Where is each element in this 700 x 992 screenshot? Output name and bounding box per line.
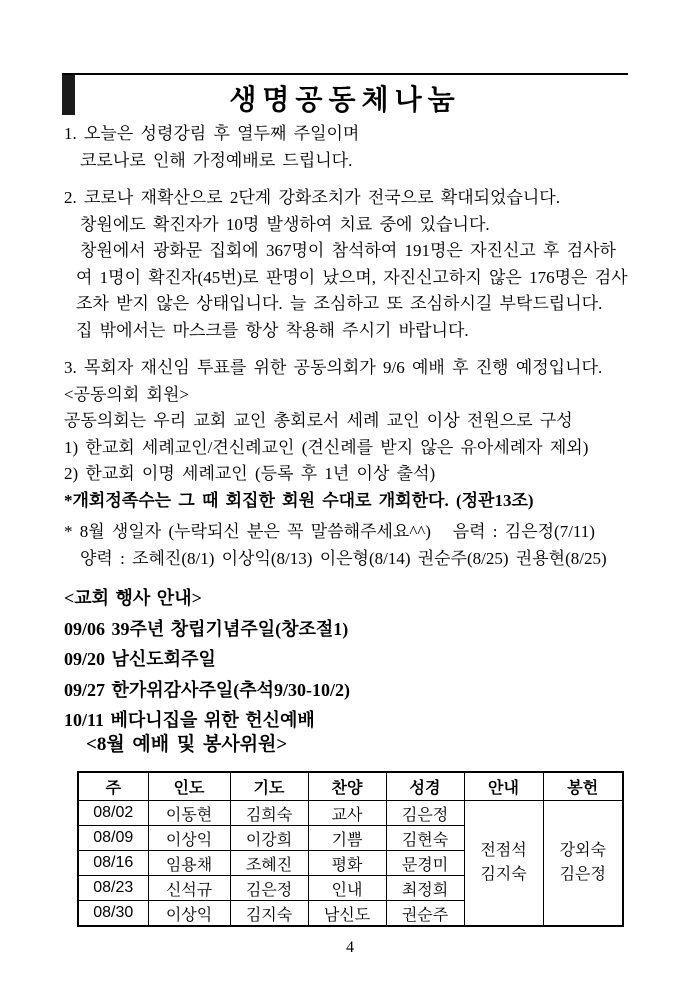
guide-name-1: 전점석	[480, 842, 527, 859]
cell-week: 08/02	[78, 801, 148, 826]
notice-2-line-1: 2. 코로나 재확산으로 2단계 강화조치가 전국으로 확대되었습니다.	[64, 188, 560, 207]
title-banner	[62, 73, 628, 118]
title-accent-bar	[62, 75, 75, 115]
col-header-guide: 안내	[464, 772, 543, 801]
cell-week: 08/23	[78, 876, 148, 901]
notice-3-line-1: 3. 목회자 재신임 투표를 위한 공동의회가 9/6 예배 후 진행 예정입니다.	[64, 358, 603, 377]
table-row	[78, 801, 623, 826]
event-item-2: 09/20 남신도회주일	[64, 649, 216, 669]
col-header-leading: 인도	[148, 772, 230, 801]
committee-heading-block	[64, 731, 639, 759]
cell-leading: 이상익	[148, 901, 230, 927]
cell-scripture: 김현숙	[386, 826, 464, 851]
cell-leading: 신석규	[148, 876, 230, 901]
service-rota-table-wrap	[77, 771, 624, 927]
notice-3-line-3: 공동의회는 우리 교회 교인 총회로서 세례 교인 이상 전원으로 구성	[64, 411, 573, 430]
event-item-4: 10/11 베다니집을 위한 헌신예배	[64, 710, 315, 730]
offering-name-2: 김은정	[559, 866, 606, 883]
church-events	[64, 583, 639, 736]
cell-praise: 기쁨	[308, 826, 386, 851]
service-rota-table	[77, 771, 624, 927]
cell-week: 08/16	[78, 851, 148, 876]
guide-name-2: 김지숙	[480, 866, 527, 883]
notice-2-line-2: 창원에도 확진자가 10명 발생하여 치료 중에 있습니다.	[80, 214, 490, 234]
notice-2-line-4: 여 1명이 확진자(45번)로 판명이 났으며, 자진신고하지 않은 176명은 검사	[76, 267, 628, 287]
col-header-week: 주	[78, 772, 148, 801]
notice-3-line-4: 1) 한교회 세례교인/견신례교인 (견신례를 받지 않은 유아세례자 제외)	[64, 437, 589, 457]
cell-week: 08/09	[78, 826, 148, 851]
cell-praise: 평화	[308, 851, 386, 876]
cell-leading: 이상익	[148, 826, 230, 851]
notice-1-line-2: 코로나로 인해 가정예배로 드립니다.	[80, 150, 353, 170]
cell-praise: 교사	[308, 801, 386, 826]
birthday-list	[64, 519, 639, 572]
cell-prayer: 조혜진	[230, 851, 308, 876]
col-header-scripture: 성경	[386, 772, 464, 801]
notice-1	[64, 121, 639, 174]
col-header-praise: 찬양	[308, 772, 386, 801]
notice-3-line-2: <공동의회 회원>	[64, 384, 189, 404]
col-header-prayer: 기도	[230, 772, 308, 801]
cell-scripture: 최정희	[386, 876, 464, 901]
offering-name-1: 강외숙	[559, 842, 606, 859]
cell-offering-merged	[543, 801, 623, 927]
cell-prayer: 김희숙	[230, 801, 308, 826]
notice-2	[64, 185, 639, 344]
cell-guide-merged	[464, 801, 543, 927]
cell-scripture: 김은정	[386, 801, 464, 826]
cell-scripture: 권순주	[386, 901, 464, 927]
page-number: 4	[346, 939, 354, 956]
cell-praise: 남신도	[308, 901, 386, 927]
cell-prayer: 김지숙	[230, 901, 308, 927]
cell-leading: 이동현	[148, 801, 230, 826]
notice-2-line-3: 창원에서 광화문 집회에 367명이 참석하여 191명은 자진신고 후 검사하	[80, 241, 616, 260]
notice-2-line-5: 조차 받지 않은 상태입니다. 늘 조심하고 또 조심하시길 부탁드립니다.	[76, 294, 603, 313]
notice-3-quorum-rule: *개회정족수는 그 때 회집한 회원 수대로 개회한다. (정관13조)	[64, 490, 534, 510]
notice-1-line-1: 1. 오늘은 성령강림 후 열두째 주일이며	[64, 124, 360, 143]
notice-3-line-5: 2) 한교회 이명 세례교인 (등록 후 1년 이상 출석)	[64, 464, 436, 483]
notice-2-line-6: 집 밖에서는 마스크를 항상 착용해 주시기 바랍니다.	[76, 320, 469, 340]
page-title: 생명공동체나눔	[229, 85, 461, 116]
table-header-row	[78, 772, 623, 801]
events-heading: <교회 행사 안내>	[64, 588, 202, 608]
cell-prayer: 김은정	[230, 876, 308, 901]
event-item-3: 09/27 한가위감사주일(추석9/30-10/2)	[64, 679, 350, 700]
event-item-1: 09/06 39주년 창립기념주일(창조절1)	[64, 618, 349, 639]
cell-leading: 임용채	[148, 851, 230, 876]
birthday-line-2: 양력 : 조혜진(8/1) 이상익(8/13) 이은형(8/14) 권순주(8/25) 권용현(8/25)	[80, 548, 607, 568]
cell-praise: 인내	[308, 876, 386, 901]
cell-scripture: 문경미	[386, 851, 464, 876]
committee-heading: <8월 예배 및 봉사위원>	[86, 734, 288, 755]
notice-3	[64, 355, 639, 514]
col-header-offering: 봉헌	[543, 772, 623, 801]
birthday-line-1: * 8월 생일자 (누락되신 분은 꼭 말씀해주세요^^) 음력 : 김은정(7/11)	[64, 522, 595, 541]
cell-prayer: 이강희	[230, 826, 308, 851]
cell-week: 08/30	[78, 901, 148, 927]
